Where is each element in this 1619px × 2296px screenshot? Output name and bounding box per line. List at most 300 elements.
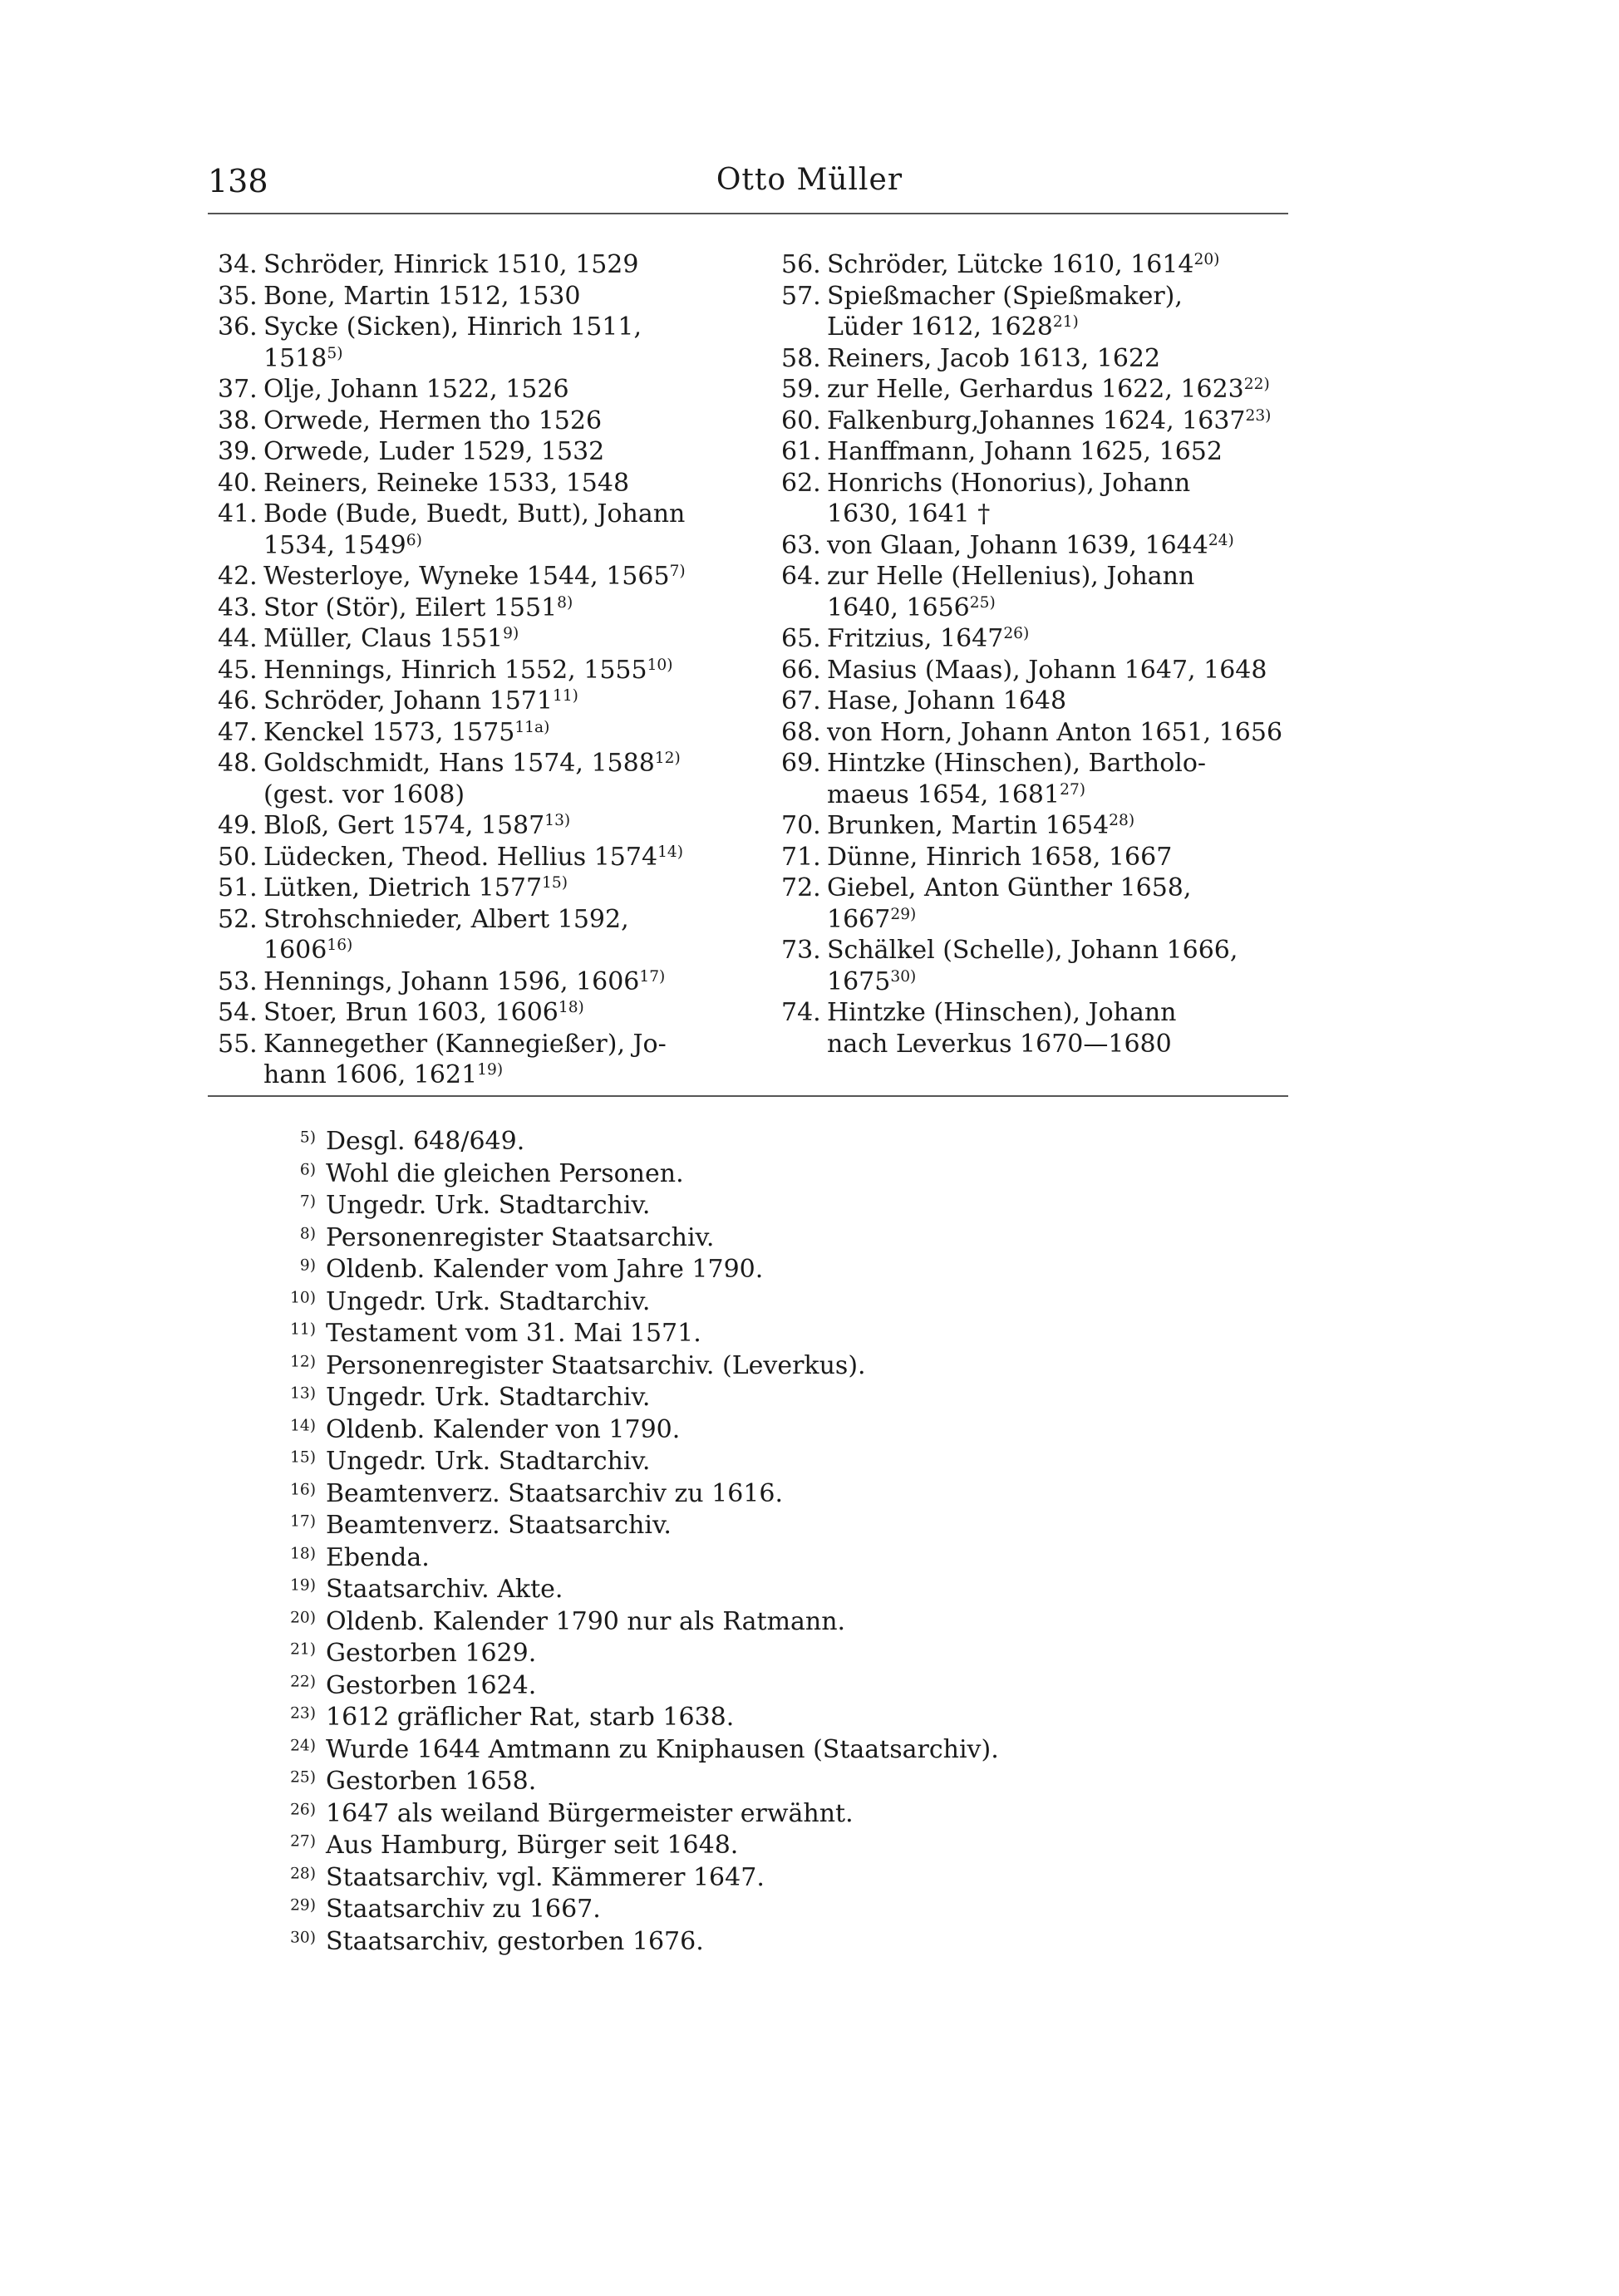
- footnote-ref: 16): [327, 936, 353, 954]
- entry-line-text: von Horn, Johann Anton 1651, 1656: [827, 717, 1283, 747]
- entry-text: [827, 686, 1297, 717]
- entry-line-text: Bone, Martin 1512, 1530: [263, 281, 581, 311]
- footnote-ref: 24): [1208, 531, 1234, 549]
- entry-line-text: Dünne, Hinrich 1658, 1667: [827, 842, 1173, 872]
- entry-number: 68.: [781, 717, 821, 747]
- entry-line-text: Orwede, Luder 1529, 1532: [263, 437, 605, 466]
- footnote-ref: 7): [669, 562, 686, 580]
- entry-line-text: Hennings, Hinrich 1552, 1555: [263, 655, 647, 685]
- entry-line: [827, 281, 1297, 312]
- entry-number: 52.: [218, 904, 258, 934]
- footnote-item: [274, 1126, 999, 1158]
- footnote-mark-text: 12): [290, 1353, 316, 1371]
- footnote-mark: [274, 1158, 326, 1191]
- entry-number: 49.: [218, 811, 258, 840]
- entry-line: [263, 655, 750, 686]
- entry-line: [263, 436, 750, 468]
- entry-line-text: 1518: [263, 343, 327, 373]
- list-entry: [781, 406, 1297, 437]
- entry-line: [827, 717, 1297, 749]
- entry-line-text: Schröder, Lütcke 1610, 1614: [827, 250, 1194, 279]
- footnote-item: [274, 1766, 999, 1798]
- list-entry: [781, 530, 1297, 562]
- list-entry: [218, 810, 750, 842]
- list-entry: [218, 561, 750, 592]
- footnote-mark-text: 6): [299, 1161, 316, 1179]
- footnote-item: [274, 1894, 999, 1926]
- list-entry: [218, 374, 750, 406]
- entry-number: 50.: [218, 842, 258, 872]
- entry-line: [827, 935, 1297, 966]
- footnote-mark-text: 27): [290, 1832, 316, 1851]
- footnote-mark-text: 19): [290, 1576, 316, 1595]
- entry-line: [827, 249, 1297, 281]
- entry-text: [827, 623, 1297, 655]
- footnote-ref: 15): [542, 873, 568, 892]
- entry-number: 74.: [781, 998, 821, 1027]
- footnote-item: [274, 1734, 999, 1767]
- list-entry: [218, 717, 750, 749]
- entry-line: [827, 748, 1297, 779]
- entry-number: 61.: [781, 437, 821, 466]
- footnote-mark: [274, 1926, 326, 1959]
- entry-line-text: 1675: [827, 966, 891, 996]
- entry-line: [263, 530, 750, 562]
- footnote-text: Staatsarchiv, gestorben 1676.: [326, 1926, 704, 1956]
- footnote-mark-text: 30): [290, 1929, 316, 1947]
- entry-text: [827, 249, 1297, 281]
- entry-line-text: Honrichs (Honorius), Johann: [827, 468, 1191, 498]
- footnote-mark-text: 15): [290, 1448, 316, 1467]
- entry-number: 39.: [218, 437, 258, 466]
- footnote-item: [274, 1446, 999, 1478]
- entry-number: 64.: [781, 562, 821, 591]
- entry-text: [827, 436, 1297, 468]
- footnote-mark-text: 13): [290, 1384, 316, 1403]
- footnote-text: Beamtenverz. Staatsarchiv zu 1616.: [326, 1478, 783, 1508]
- entry-number: 62.: [781, 468, 821, 498]
- footnote-ref: 28): [1109, 811, 1135, 829]
- footnote-ref: 12): [654, 749, 681, 767]
- entry-line-text: Sycke (Sicken), Hinrich 1511,: [263, 312, 642, 342]
- footnote-mark-text: 26): [290, 1801, 316, 1819]
- list-entry: [781, 281, 1297, 343]
- footnote-ref: 17): [639, 967, 666, 986]
- entry-line-text: Schröder, Johann 1571: [263, 686, 553, 715]
- entry-text: [827, 281, 1297, 343]
- entry-line: [263, 873, 750, 904]
- footnote-ref: 9): [503, 624, 519, 642]
- entry-text: [827, 997, 1297, 1060]
- footnote-item: [274, 1158, 999, 1191]
- footnote-item: [274, 1350, 999, 1383]
- page-number: 138: [208, 163, 268, 199]
- entry-line-text: Brunken, Martin 1654: [827, 811, 1110, 840]
- footnote-text: Aus Hamburg, Bürger seit 1648.: [326, 1831, 739, 1860]
- footnote-mark: [274, 1894, 326, 1926]
- entry-line: [827, 966, 1297, 998]
- footnote-mark-text: 14): [290, 1417, 316, 1435]
- right-column: [781, 249, 1297, 1060]
- footnote-mark: [274, 1382, 326, 1414]
- footnote-mark-text: 29): [290, 1896, 316, 1915]
- entry-line: [827, 997, 1297, 1029]
- footnote-item: [274, 1510, 999, 1542]
- entry-line-text: 1534, 1549: [263, 530, 406, 560]
- footnote-item: [274, 1862, 999, 1895]
- entry-text: [827, 873, 1297, 935]
- list-entry: [781, 842, 1297, 873]
- list-entry: [218, 623, 750, 655]
- list-entry: [781, 997, 1297, 1060]
- footnote-text: Personenregister Staatsarchiv. (Leverkus).: [326, 1350, 866, 1380]
- footnote-text: Oldenb. Kalender 1790 nur als Ratmann.: [326, 1606, 846, 1636]
- entry-number: 69.: [781, 749, 821, 778]
- entry-line: [827, 312, 1297, 343]
- entry-line: [263, 966, 750, 998]
- entry-number: 63.: [781, 530, 821, 560]
- footnote-item: [274, 1382, 999, 1414]
- footnote-mark: [274, 1734, 326, 1767]
- footnote-item: [274, 1574, 999, 1606]
- list-entry: [218, 748, 750, 810]
- footnote-mark: [274, 1542, 326, 1575]
- footnote-item: [274, 1606, 999, 1639]
- footnote-ref: 6): [406, 531, 422, 549]
- footnote-ref: 21): [1052, 312, 1079, 331]
- entry-line-text: 1640, 1656: [827, 592, 970, 622]
- entry-number: 48.: [218, 749, 258, 778]
- header-rule: [208, 213, 1288, 214]
- entry-text: [827, 935, 1297, 997]
- footnote-text: Gestorben 1658.: [326, 1767, 537, 1796]
- entry-line-text: Kenckel 1573, 1575: [263, 717, 515, 747]
- entry-number: 42.: [218, 562, 258, 591]
- footnote-item: [274, 1318, 999, 1350]
- footnote-mark: [274, 1638, 326, 1670]
- entry-line: [827, 655, 1297, 686]
- list-entry: [218, 1029, 750, 1091]
- entry-text: [263, 655, 750, 686]
- entry-number: 54.: [218, 998, 258, 1027]
- footnote-mark: [274, 1830, 326, 1862]
- footnote-ref: 22): [1243, 375, 1270, 393]
- footnote-mark-text: 7): [299, 1192, 316, 1211]
- footnote-mark: [274, 1798, 326, 1831]
- footnote-text: Beamtenverz. Staatsarchiv.: [326, 1511, 672, 1540]
- footnote-mark: [274, 1766, 326, 1798]
- footnote-text: Oldenb. Kalender von 1790.: [326, 1414, 681, 1444]
- list-entry: [218, 842, 750, 873]
- entry-line-text: Bloß, Gert 1574, 1587: [263, 811, 545, 840]
- entry-line: [827, 530, 1297, 562]
- entry-line-text: Hennings, Johann 1596, 1606: [263, 966, 640, 996]
- list-entry: [781, 873, 1297, 935]
- entry-text: [263, 997, 750, 1029]
- entry-text: [827, 561, 1297, 623]
- footnote-item: [274, 1414, 999, 1447]
- footnote-mark-text: 22): [290, 1673, 316, 1691]
- footnote-mark-text: 20): [290, 1609, 316, 1627]
- footnote-text: Gestorben 1624.: [326, 1670, 537, 1700]
- entry-line-text: Lütken, Dietrich 1577: [263, 873, 543, 902]
- entry-line: [827, 1029, 1297, 1060]
- list-entry: [218, 592, 750, 624]
- entry-line: [263, 623, 750, 655]
- entry-line: [827, 468, 1297, 499]
- entry-number: 36.: [218, 312, 258, 342]
- entry-line: [263, 842, 750, 873]
- footnote-mark: [274, 1670, 326, 1703]
- entry-line: [263, 281, 750, 312]
- entry-number: 65.: [781, 624, 821, 653]
- entry-line: [827, 561, 1297, 592]
- entry-line: [263, 1029, 750, 1060]
- entry-line-text: Goldschmidt, Hans 1574, 1588: [263, 749, 655, 778]
- footnote-ref: 10): [647, 656, 673, 674]
- entry-line-text: maeus 1654, 1681: [827, 779, 1060, 809]
- left-column: [218, 249, 750, 1091]
- entry-line: [827, 686, 1297, 717]
- list-entry: [781, 468, 1297, 530]
- footnote-mark-text: 11): [290, 1320, 316, 1339]
- entry-line-text: Orwede, Hermen tho 1526: [263, 406, 603, 435]
- list-entry: [218, 966, 750, 998]
- footnote-mark: [274, 1414, 326, 1447]
- footnote-item: [274, 1830, 999, 1862]
- entry-line: [827, 499, 1297, 530]
- entry-text: [827, 717, 1297, 749]
- footnote-mark-text: 28): [290, 1865, 316, 1883]
- list-entry: [218, 997, 750, 1029]
- list-entry: [781, 748, 1297, 810]
- entry-text: [827, 655, 1297, 686]
- entry-line: [263, 748, 750, 779]
- list-entry: [781, 374, 1297, 406]
- entry-line: [263, 499, 750, 530]
- footnotes: [274, 1126, 999, 1958]
- entry-number: 37.: [218, 375, 258, 404]
- entry-number: 43.: [218, 592, 258, 622]
- list-entry: [218, 312, 750, 374]
- entry-line: [827, 779, 1297, 811]
- footnote-ref: 13): [544, 811, 571, 829]
- entry-line-text: Schröder, Hinrick 1510, 1529: [263, 250, 639, 279]
- entry-line-text: Stoer, Brun 1603, 1606: [263, 998, 559, 1027]
- footnote-item: [274, 1926, 999, 1959]
- footnote-ref: 23): [1245, 406, 1272, 425]
- entry-line-text: Lüder 1612, 1628: [827, 312, 1053, 342]
- entry-line: [263, 717, 750, 749]
- entry-number: 55.: [218, 1029, 258, 1059]
- list-entry: [218, 249, 750, 281]
- entry-number: 67.: [781, 686, 821, 715]
- entry-text: [263, 406, 750, 437]
- footnote-item: [274, 1286, 999, 1319]
- footnote-mark: [274, 1286, 326, 1319]
- footnote-mark: [274, 1222, 326, 1255]
- entry-line-text: nach Leverkus 1670—1680: [827, 1029, 1172, 1059]
- list-entry: [781, 561, 1297, 623]
- entry-text: [827, 530, 1297, 562]
- footnote-text: Oldenb. Kalender vom Jahre 1790.: [326, 1255, 764, 1284]
- list-entry: [218, 406, 750, 437]
- entry-text: [827, 374, 1297, 406]
- entry-line: [827, 343, 1297, 375]
- entry-text: [263, 810, 750, 842]
- entry-text: [827, 406, 1297, 437]
- entry-text: [263, 717, 750, 749]
- footnote-ref: 11a): [514, 718, 550, 736]
- list-entry: [218, 686, 750, 717]
- footnote-text: Wohl die gleichen Personen.: [326, 1158, 684, 1188]
- entry-extra-line: (gest. vor 1608): [263, 779, 465, 809]
- entry-line: [827, 623, 1297, 655]
- entry-line-text: zur Helle, Gerhardus 1622, 1623: [827, 375, 1244, 404]
- entry-text: [263, 873, 750, 904]
- footnote-rule: [208, 1095, 1288, 1097]
- list-entry: [781, 686, 1297, 717]
- footnote-item: [274, 1798, 999, 1831]
- entry-text: [263, 499, 750, 561]
- list-entry: [781, 717, 1297, 749]
- footnote-ref: 11): [552, 686, 578, 705]
- footnote-mark-text: 9): [299, 1256, 316, 1275]
- entry-line: [263, 406, 750, 437]
- entry-number: 56.: [781, 250, 821, 279]
- footnote-mark: [274, 1254, 326, 1286]
- footnote-mark-text: 16): [290, 1481, 316, 1499]
- entry-line-text: Fritzius, 1647: [827, 624, 1004, 653]
- entry-line: [827, 842, 1297, 873]
- entry-line-text: Stor (Stör), Eilert 1551: [263, 592, 558, 622]
- entry-number: 38.: [218, 406, 258, 435]
- entry-line: [827, 592, 1297, 624]
- entry-text: [263, 904, 750, 966]
- footnote-mark: [274, 1478, 326, 1511]
- entry-line: [263, 343, 750, 375]
- footnote-mark: [274, 1510, 326, 1542]
- entry-text: [827, 810, 1297, 842]
- entry-line-text: 1630, 1641 †: [827, 499, 991, 529]
- footnote-ref: 25): [969, 593, 996, 612]
- entry-line-text: Schälkel (Schelle), Johann 1666,: [827, 936, 1238, 965]
- entry-number: 72.: [781, 873, 821, 902]
- footnote-mark: [274, 1702, 326, 1734]
- entry-line: [263, 468, 750, 499]
- footnote-item: [274, 1222, 999, 1255]
- entry-line-text: Reiners, Jacob 1613, 1622: [827, 343, 1161, 373]
- entry-line: [263, 561, 750, 592]
- footnote-text: Ungedr. Urk. Stadtarchiv.: [326, 1447, 651, 1476]
- footnote-text: Staatsarchiv. Akte.: [326, 1575, 563, 1604]
- footnote-ref: 19): [477, 1060, 504, 1079]
- footnote-mark-text: 5): [299, 1128, 316, 1147]
- entry-number: 34.: [218, 250, 258, 279]
- entry-number: 57.: [781, 281, 821, 311]
- entry-line: [827, 904, 1297, 936]
- footnote-text: Testament vom 31. Mai 1571.: [326, 1319, 701, 1348]
- footnote-mark-text: 17): [290, 1512, 316, 1531]
- entry-text: [263, 374, 750, 406]
- entry-line-text: Müller, Claus 1551: [263, 624, 504, 653]
- footnote-text: Wurde 1644 Amtmann zu Kniphausen (Staatsarchiv).: [326, 1734, 999, 1764]
- list-entry: [218, 499, 750, 561]
- entry-line: [263, 904, 750, 936]
- entry-line: [827, 374, 1297, 406]
- entry-text: [263, 592, 750, 624]
- entry-text: [263, 281, 750, 312]
- entry-text: [263, 312, 750, 374]
- footnote-mark: [274, 1606, 326, 1639]
- footnote-mark-text: 24): [290, 1737, 316, 1755]
- footnote-mark: [274, 1574, 326, 1606]
- list-entry: [218, 873, 750, 904]
- footnote-ref: 26): [1003, 624, 1030, 642]
- footnote-item: [274, 1670, 999, 1703]
- entry-text: [263, 966, 750, 998]
- entry-text: [827, 343, 1297, 375]
- entry-number: 41.: [218, 499, 258, 529]
- footnote-item: [274, 1254, 999, 1286]
- entry-line-text: Hintzke (Hinschen), Bartholo-: [827, 749, 1207, 778]
- entry-line-text: von Glaan, Johann 1639, 1644: [827, 530, 1208, 560]
- entry-text: [263, 249, 750, 281]
- entry-line-text: Lüdecken, Theod. Hellius 1574: [263, 842, 658, 872]
- list-entry: [781, 436, 1297, 468]
- footnote-mark: [274, 1318, 326, 1350]
- entry-line-text: Hase, Johann 1648: [827, 686, 1067, 715]
- entry-line-text: Masius (Maas), Johann 1647, 1648: [827, 655, 1267, 685]
- footnote-mark: [274, 1126, 326, 1158]
- footnote-text: 1647 als weiland Bürgermeister erwähnt.: [326, 1798, 854, 1828]
- footnote-ref: 27): [1060, 780, 1086, 799]
- footnote-item: [274, 1638, 999, 1670]
- list-entry: [781, 623, 1297, 655]
- footnote-text: Desgl. 648/649.: [326, 1127, 525, 1156]
- entry-line-text: Kannegether (Kannegießer), Jo-: [263, 1029, 667, 1059]
- entry-text: [263, 623, 750, 655]
- footnote-mark-text: 23): [290, 1704, 316, 1723]
- footnote-item: [274, 1478, 999, 1511]
- footnote-text: Ungedr. Urk. Stadtarchiv.: [326, 1191, 651, 1220]
- entry-line-text: 1667: [827, 904, 891, 934]
- footnote-text: Ungedr. Urk. Stadtarchiv.: [326, 1286, 651, 1316]
- entry-line: [263, 312, 750, 343]
- entry-number: 35.: [218, 281, 258, 311]
- entry-text: [263, 748, 750, 810]
- footnote-mark-text: 25): [290, 1768, 316, 1787]
- entry-text: [263, 1029, 750, 1091]
- footnote-text: 1612 gräflicher Rat, starb 1638.: [326, 1703, 735, 1732]
- entry-line-text: Bode (Bude, Buedt, Butt), Johann: [263, 499, 686, 529]
- footnote-ref: 8): [557, 593, 573, 612]
- footnote-text: Gestorben 1629.: [326, 1639, 537, 1668]
- entry-text: [827, 468, 1297, 530]
- list-entry: [781, 343, 1297, 375]
- entry-text: [263, 561, 750, 592]
- entry-line-text: Falkenburg,Johannes 1624, 1637: [827, 406, 1246, 435]
- list-entry: [781, 810, 1297, 842]
- footnote-text: Staatsarchiv, vgl. Kämmerer 1647.: [326, 1862, 765, 1892]
- entry-line-text: zur Helle (Hellenius), Johann: [827, 562, 1195, 591]
- entry-number: 71.: [781, 842, 821, 872]
- footnote-text: Ebenda.: [326, 1542, 430, 1572]
- entry-number: 40.: [218, 468, 258, 498]
- footnote-text: Ungedr. Urk. Stadtarchiv.: [326, 1383, 651, 1412]
- entry-line-text: Reiners, Reineke 1533, 1548: [263, 468, 630, 498]
- entry-number: 51.: [218, 873, 258, 902]
